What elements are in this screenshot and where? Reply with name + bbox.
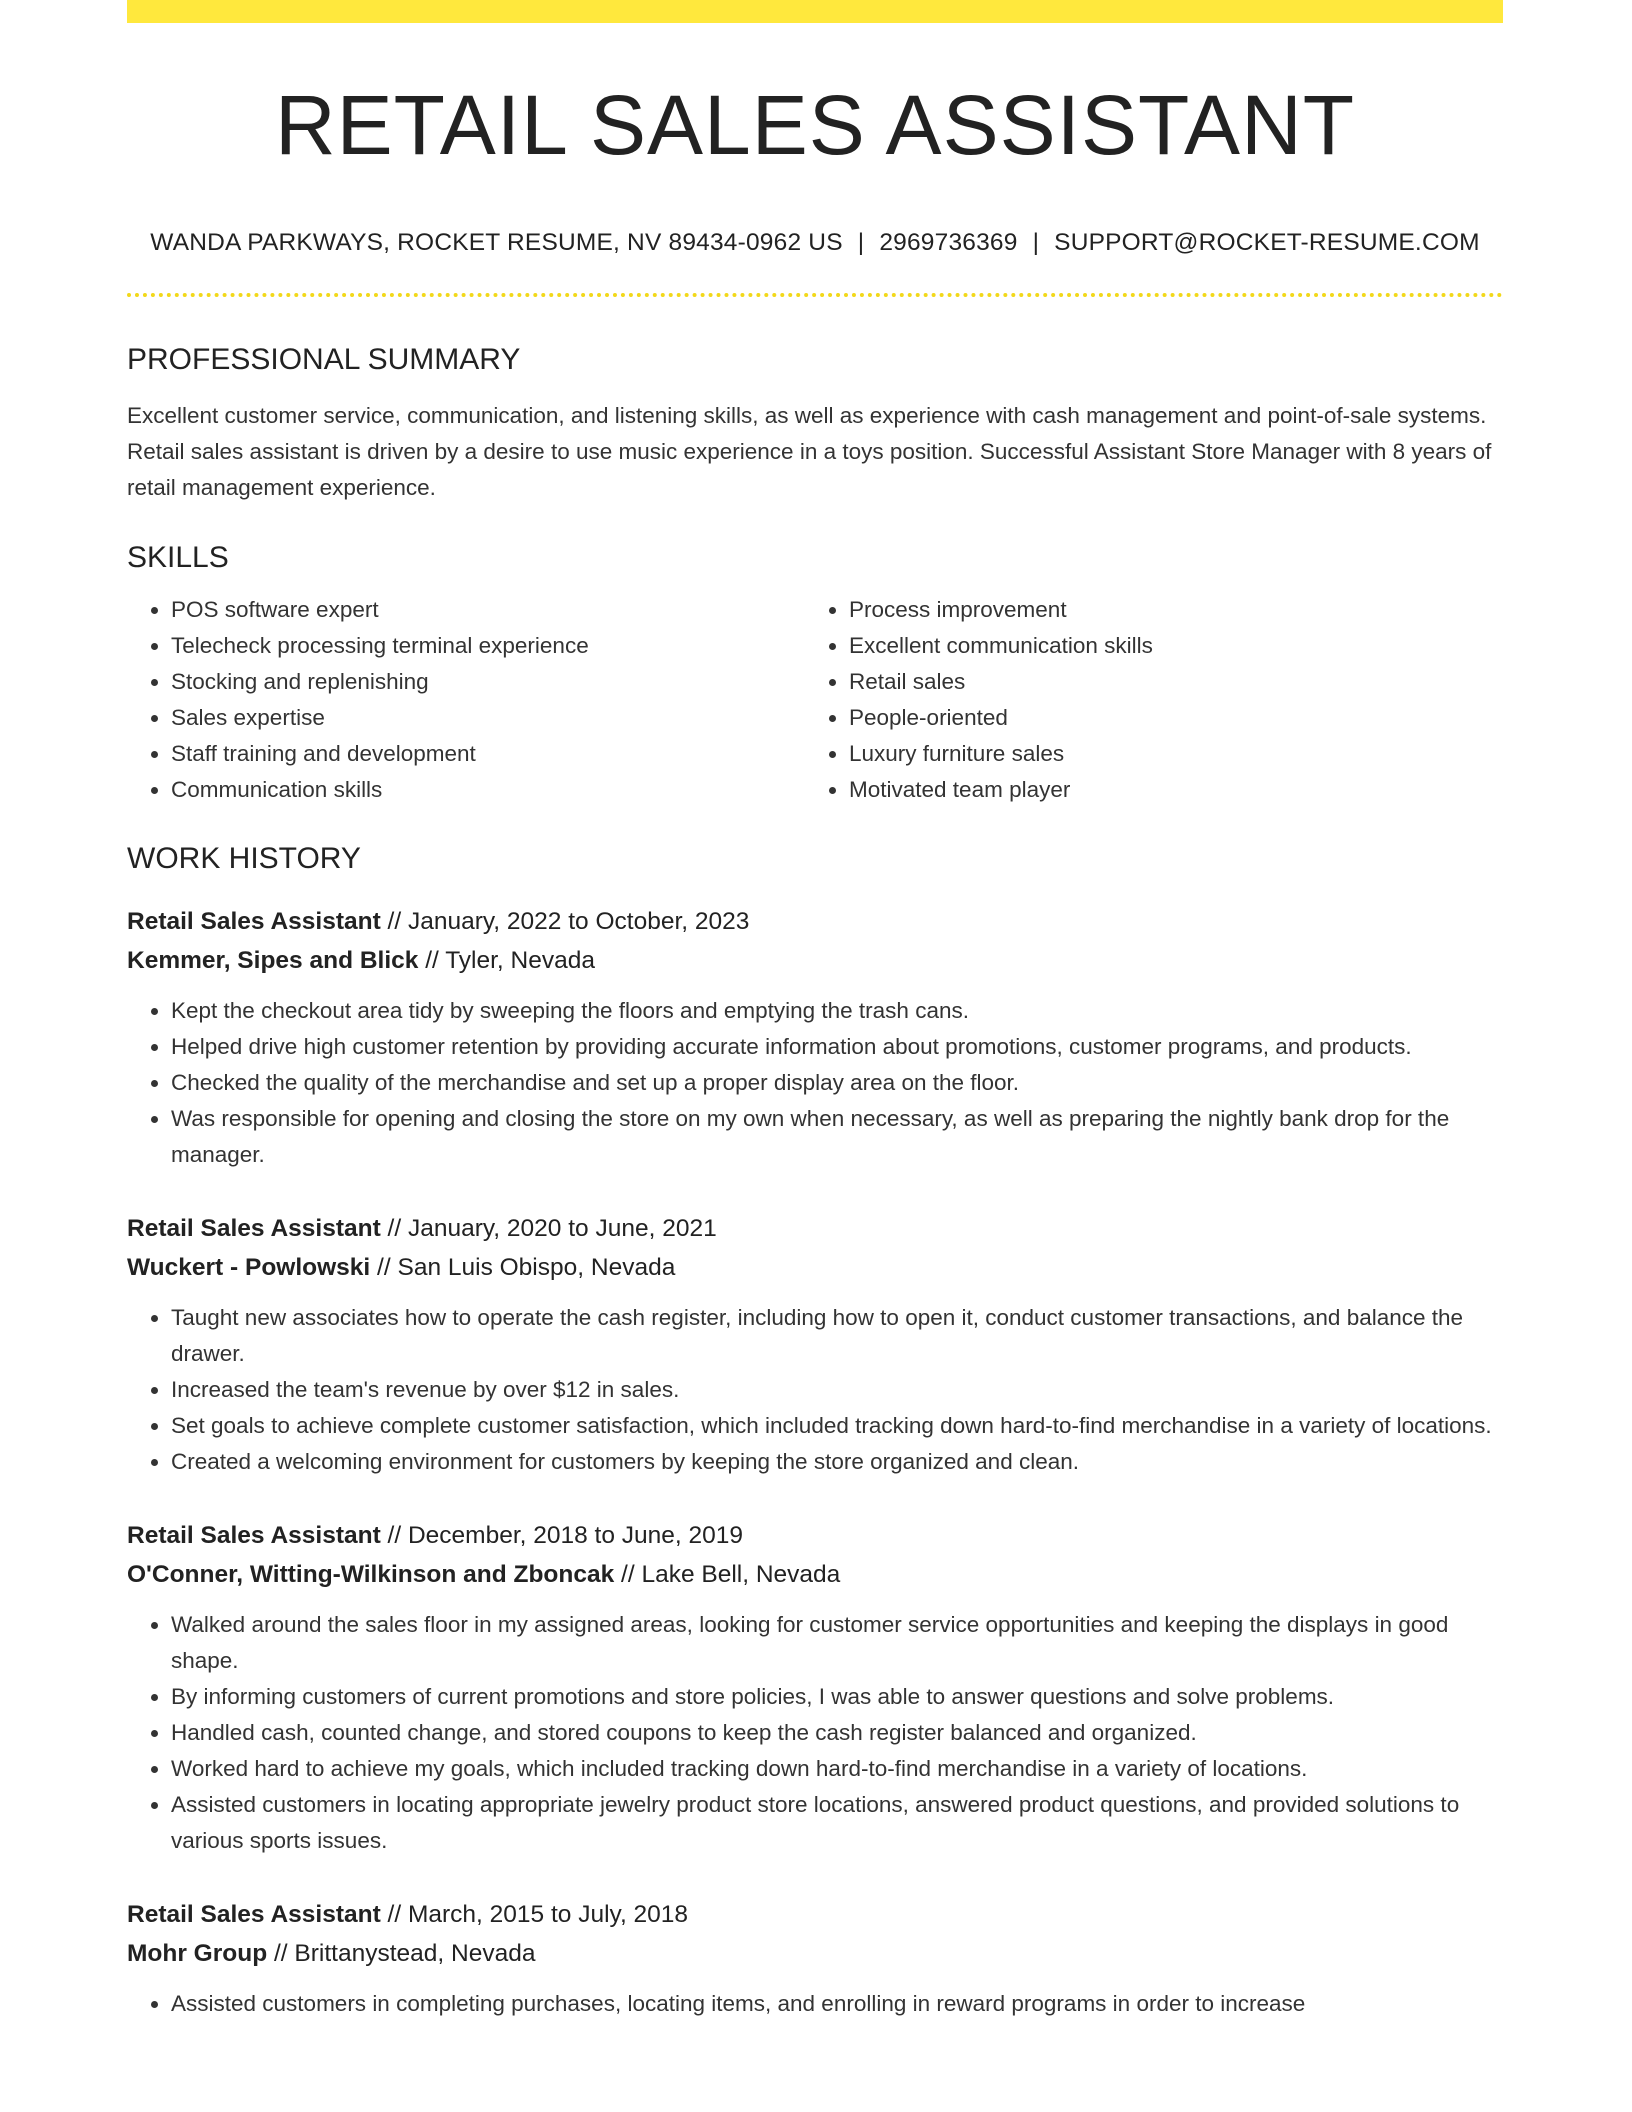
skill-item: • Process improvement	[849, 592, 1483, 628]
job-title: Retail Sales Assistant	[127, 1901, 381, 1928]
job-bullet: • By informing customers of current promotions and store policies, I was able to answer questions and solve problems.	[171, 1679, 1503, 1715]
skills-list	[127, 592, 1503, 808]
job-bullets	[127, 993, 1503, 1173]
skills-column-right	[805, 592, 1483, 808]
job-bullet: • Worked hard to achieve my goals, which included tracking down hard-to-find merchandise in a variety of locations.	[171, 1751, 1503, 1787]
contact-separator: |	[1032, 229, 1040, 256]
contact-phone: 2969736369	[879, 229, 1018, 256]
job-title-line	[127, 1209, 1503, 1248]
job-title: Retail Sales Assistant	[127, 1215, 381, 1242]
skill-item: • Telecheck processing terminal experience	[171, 628, 805, 664]
job-bullets	[127, 1986, 1503, 2022]
job-bullet: • Created a welcoming environment for customers by keeping the store organized and clean.	[171, 1444, 1503, 1480]
job-bullet: • Handled cash, counted change, and stored coupons to keep the cash register balanced and organized.	[171, 1715, 1503, 1751]
job-bullet: • Checked the quality of the merchandise and set up a proper display area on the floor.	[171, 1065, 1503, 1101]
summary-text: Excellent customer service, communication, and listening skills, as well as experience with cash management and point-of-sale systems. Retail sales assistant is driven by a desire to use music experience in a toys position. Successful Assistant Store Manager with 8 years of retail management experience.	[127, 403, 1492, 500]
job-title: Retail Sales Assistant	[127, 908, 381, 935]
skills-heading: SKILLS	[127, 541, 229, 574]
job-company-line	[127, 1248, 1503, 1287]
job-company: O'Conner, Witting-Wilkinson and Zboncak	[127, 1561, 615, 1588]
job-company-line	[127, 1555, 1503, 1594]
skill-item: • Staff training and development	[171, 736, 805, 772]
job-bullet: • Helped drive high customer retention by providing accurate information about promotions, customer programs, and products.	[171, 1029, 1503, 1065]
dotted-divider	[127, 293, 1503, 297]
skill-item: • Excellent communication skills	[849, 628, 1483, 664]
skills-column-left	[127, 592, 805, 808]
work-history-heading: WORK HISTORY	[127, 842, 361, 875]
skill-item: • Communication skills	[171, 772, 805, 808]
skill-item: • People-oriented	[849, 700, 1483, 736]
job-location: // Lake Bell, Nevada	[614, 1561, 841, 1588]
job-title-line	[127, 902, 1503, 941]
job-company: Mohr Group	[127, 1940, 268, 1967]
job-dates: // January, 2020 to June, 2021	[380, 1215, 717, 1242]
resume-page	[127, 0, 1503, 2022]
contact-address: WANDA PARKWAYS, ROCKET RESUME, NV 89434-0962 US	[150, 229, 843, 256]
job-company-line	[127, 1934, 1503, 1973]
summary-heading: PROFESSIONAL SUMMARY	[127, 343, 521, 376]
job-bullet: • Kept the checkout area tidy by sweeping the floors and emptying the trash cans.	[171, 993, 1503, 1029]
job-entry	[127, 1209, 1503, 1480]
skill-item: • POS software expert	[171, 592, 805, 628]
job-title: Retail Sales Assistant	[127, 1522, 381, 1549]
job-title-line	[127, 1895, 1503, 1934]
job-bullet: • Walked around the sales floor in my assigned areas, looking for customer service opportunities and keeping the displays in good shape.	[171, 1607, 1503, 1679]
contact-separator: |	[857, 229, 865, 256]
job-bullet: • Taught new associates how to operate the cash register, including how to open it, conduct customer transactions, and balance the drawer.	[171, 1300, 1503, 1372]
job-entry	[127, 902, 1503, 1173]
skill-item: • Sales expertise	[171, 700, 805, 736]
resume-title: RETAIL SALES ASSISTANT	[274, 78, 1356, 172]
job-company: Wuckert - Powlowski	[127, 1254, 371, 1281]
skill-item: • Luxury furniture sales	[849, 736, 1483, 772]
job-bullets	[127, 1607, 1503, 1859]
job-title-line	[127, 1516, 1503, 1555]
job-company-line	[127, 941, 1503, 980]
job-location: // Brittanystead, Nevada	[267, 1940, 536, 1967]
job-dates: // January, 2022 to October, 2023	[380, 908, 750, 935]
job-bullet: • Increased the team's revenue by over $12 in sales.	[171, 1372, 1503, 1408]
job-bullets	[127, 1300, 1503, 1480]
accent-bar	[127, 0, 1503, 23]
skill-item: • Stocking and replenishing	[171, 664, 805, 700]
job-entry	[127, 1516, 1503, 1859]
job-bullet: • Set goals to achieve complete customer satisfaction, which included tracking down hard-to-find merchandise in a variety of locations.	[171, 1408, 1503, 1444]
skill-item: • Motivated team player	[849, 772, 1483, 808]
job-dates: // December, 2018 to June, 2019	[380, 1522, 744, 1549]
contact-line	[127, 229, 1503, 257]
job-bullet: • Was responsible for opening and closing the store on my own when necessary, as well as preparing the nightly bank drop for the manager.	[171, 1101, 1503, 1173]
skill-item: • Retail sales	[849, 664, 1483, 700]
contact-email: SUPPORT@ROCKET-RESUME.COM	[1054, 229, 1480, 256]
job-company: Kemmer, Sipes and Blick	[127, 947, 419, 974]
job-bullet: • Assisted customers in locating appropriate jewelry product store locations, answered product questions, and provided solutions to various sports issues.	[171, 1787, 1503, 1859]
job-entry	[127, 1895, 1503, 2022]
job-location: // Tyler, Nevada	[418, 947, 595, 974]
job-dates: // March, 2015 to July, 2018	[380, 1901, 689, 1928]
job-bullet: • Assisted customers in completing purchases, locating items, and enrolling in reward programs in order to increase	[171, 1986, 1503, 2022]
job-location: // San Luis Obispo, Nevada	[370, 1254, 676, 1281]
